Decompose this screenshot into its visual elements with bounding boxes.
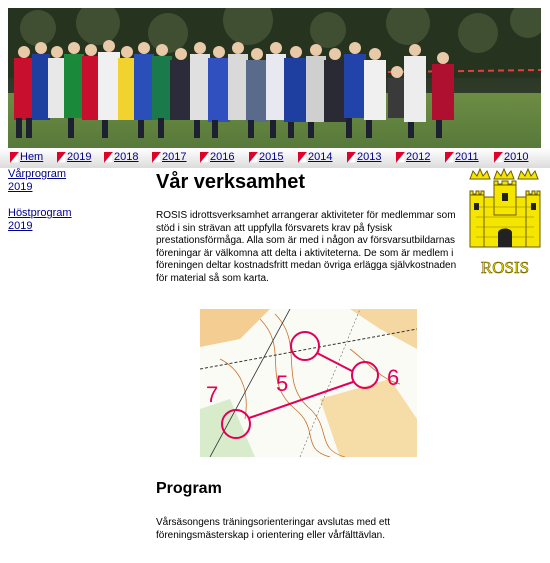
flag-icon bbox=[10, 152, 19, 163]
nav-link-2017[interactable]: 2017 bbox=[152, 151, 186, 163]
nav-link-2015[interactable]: 2015 bbox=[249, 151, 283, 163]
flag-icon bbox=[494, 152, 503, 163]
flag-icon bbox=[200, 152, 209, 163]
map-label-5: 5 bbox=[276, 371, 289, 396]
page-title: Vår verksamhet bbox=[156, 171, 305, 193]
year-navigation bbox=[0, 148, 550, 168]
nav-link-2014[interactable]: 2014 bbox=[298, 151, 332, 163]
logo-text: ROSIS bbox=[480, 258, 530, 277]
map-label-7: 7 bbox=[206, 382, 219, 407]
flag-icon bbox=[104, 152, 113, 163]
nav-link-2013[interactable]: 2013 bbox=[347, 151, 381, 163]
section-text: Vårsäsongens träningsorienteringar avslutas med ett föreningsmästerskap i orientering eller vårfälttävlan. bbox=[156, 517, 391, 541]
nav-link-2018[interactable]: 2018 bbox=[104, 151, 138, 163]
flag-icon bbox=[152, 152, 161, 163]
flag-icon bbox=[249, 152, 258, 163]
intro-text: ROSIS idrottsverksamhet arrangerar aktiviteter för medlemmar som stöd i sin strävan att uppfylla försvarets krav på fysisk prestationsförmåga. Alla som är med i någon av försvarsutbildarnas föreningar är välkomna att delta i aktiviteterna. De som är medlem i föreningen deltar kostnadsfritt medan övriga erlägga självkostnaden för material så som karta. bbox=[156, 210, 457, 284]
flag-icon bbox=[347, 152, 356, 163]
flag-icon bbox=[396, 152, 405, 163]
sidebar-link-hostprogram[interactable]: Höstprogram 2019 bbox=[8, 207, 72, 232]
orienteering-map-image bbox=[200, 309, 417, 457]
nav-link-2010[interactable]: 2010 bbox=[494, 151, 528, 163]
rosis-logo bbox=[468, 167, 542, 277]
sidebar bbox=[8, 168, 98, 233]
nav-link-hem[interactable]: Hem bbox=[10, 151, 43, 163]
section-title: Program bbox=[156, 480, 222, 497]
sidebar-spacer bbox=[8, 194, 98, 207]
nav-link-2016[interactable]: 2016 bbox=[200, 151, 234, 163]
flag-icon bbox=[57, 152, 66, 163]
nav-link-2011[interactable]: 2011 bbox=[445, 151, 479, 163]
flag-icon bbox=[298, 152, 307, 163]
map-label-6: 6 bbox=[387, 365, 400, 390]
sidebar-link-varprogram[interactable]: Vårprogram 2019 bbox=[8, 168, 67, 193]
header-photo bbox=[8, 8, 541, 148]
nav-link-2019[interactable]: 2019 bbox=[57, 151, 91, 163]
flag-icon bbox=[445, 152, 454, 163]
nav-link-2012[interactable]: 2012 bbox=[396, 151, 430, 163]
main-content bbox=[156, 168, 461, 542]
